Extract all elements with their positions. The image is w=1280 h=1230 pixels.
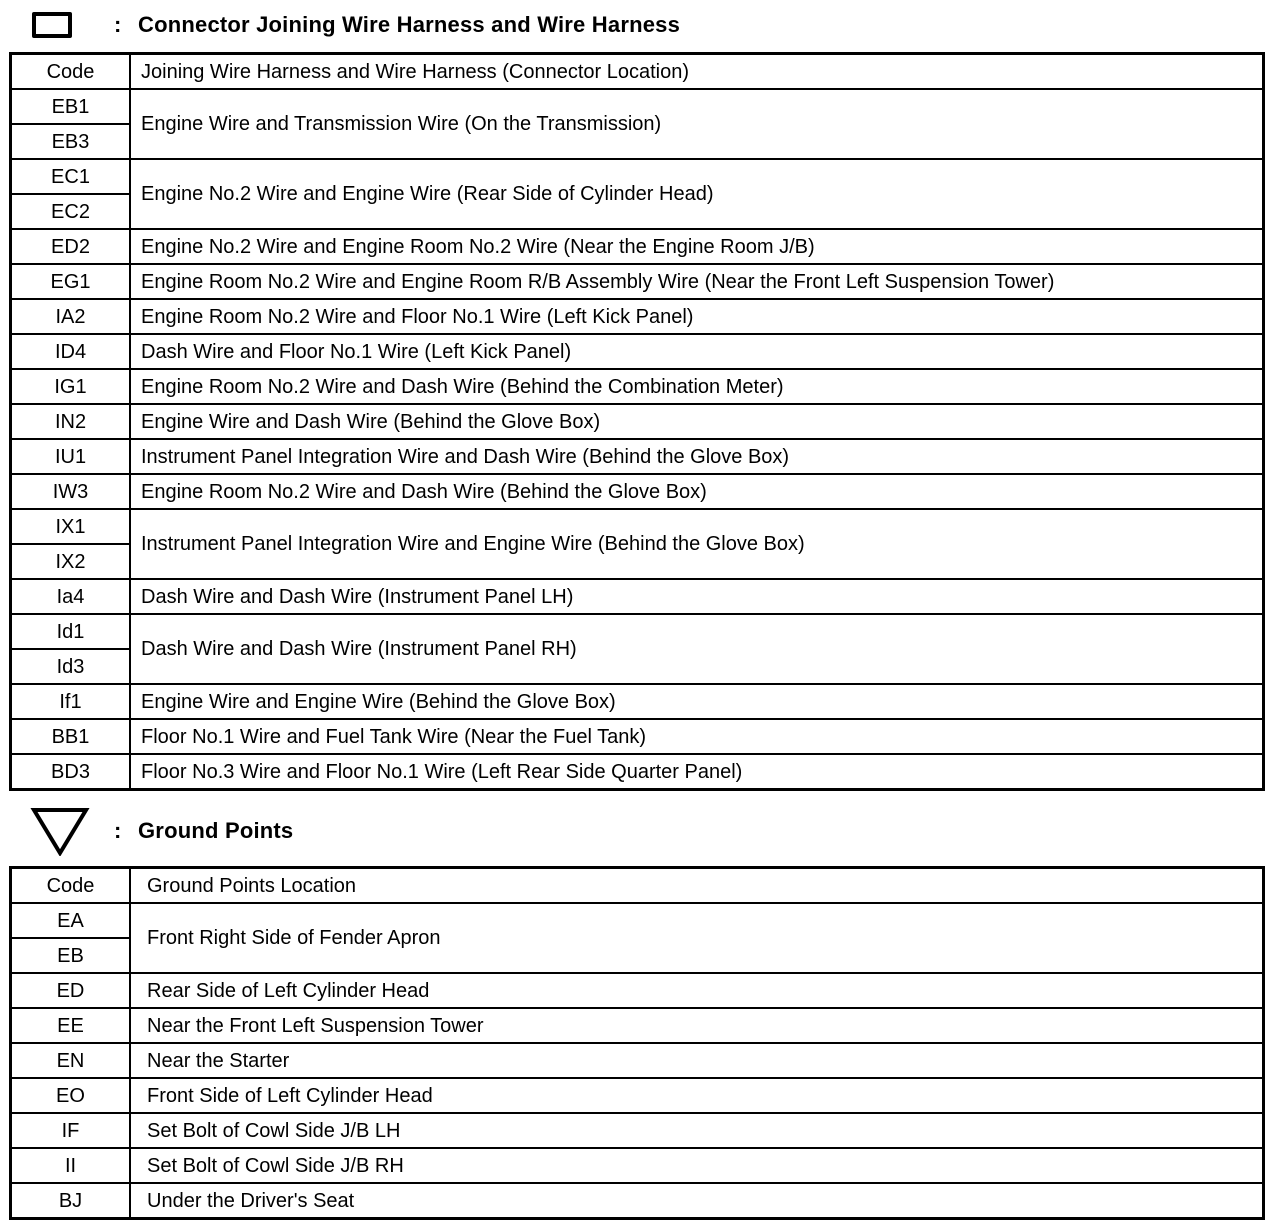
description-cell: Dash Wire and Dash Wire (Instrument Panel RH) [130,614,1264,684]
code-cell: EB1 [11,89,131,124]
connector-table [9,52,1265,791]
table-row [11,1078,1264,1113]
description-cell: Engine Wire and Transmission Wire (On the Transmission) [130,89,1264,159]
description-cell: Engine Wire and Dash Wire (Behind the Glove Box) [130,404,1264,439]
connector-heading-colon: : [114,12,122,37]
description-cell: Front Side of Left Cylinder Head [130,1078,1264,1113]
description-cell: Near the Front Left Suspension Tower [130,1008,1264,1043]
table-row [11,614,1264,649]
table-row [11,579,1264,614]
table-row [11,299,1264,334]
header-description-cell: Ground Points Location [130,868,1264,904]
header-code-cell: Code [11,54,131,90]
description-cell: Set Bolt of Cowl Side J/B RH [130,1148,1264,1183]
code-cell: II [11,1148,131,1183]
table-row [11,754,1264,790]
description-cell: Engine Room No.2 Wire and Dash Wire (Behind the Glove Box) [130,474,1264,509]
description-cell: Near the Starter [130,1043,1264,1078]
code-cell: IX1 [11,509,131,544]
table-row [11,684,1264,719]
table-row [11,89,1264,124]
ground-section-title: Ground Points [138,818,294,843]
table-row [11,159,1264,194]
table-header-row [11,868,1264,904]
code-cell: IU1 [11,439,131,474]
code-cell: IF [11,1113,131,1148]
code-cell: ED2 [11,229,131,264]
code-cell: IN2 [11,404,131,439]
connector-section-heading [0,0,1280,50]
ground-table-body [11,868,1264,1219]
table-row [11,903,1264,938]
description-cell: Floor No.1 Wire and Fuel Tank Wire (Near the Fuel Tank) [130,719,1264,754]
code-cell: EC1 [11,159,131,194]
ground-table [9,866,1265,1220]
table-row [11,1183,1264,1219]
connector-section-title: Connector Joining Wire Harness and Wire Harness [138,12,681,37]
table-header-row [11,54,1264,90]
table-row [11,369,1264,404]
description-cell: Dash Wire and Dash Wire (Instrument Panel LH) [130,579,1264,614]
description-cell: Engine No.2 Wire and Engine Room No.2 Wire (Near the Engine Room J/B) [130,229,1264,264]
table-row [11,404,1264,439]
description-cell: Engine Wire and Engine Wire (Behind the Glove Box) [130,684,1264,719]
code-cell: ID4 [11,334,131,369]
code-cell: IX2 [11,544,131,579]
table-row [11,719,1264,754]
table-row [11,1043,1264,1078]
code-cell: EB3 [11,124,131,159]
description-cell: Under the Driver's Seat [130,1183,1264,1219]
code-cell: ED [11,973,131,1008]
code-cell: Id3 [11,649,131,684]
table-row [11,474,1264,509]
code-cell: EC2 [11,194,131,229]
description-cell: Dash Wire and Floor No.1 Wire (Left Kick Panel) [130,334,1264,369]
code-cell: EB [11,938,131,973]
code-cell: If1 [11,684,131,719]
description-cell: Front Right Side of Fender Apron [130,903,1264,973]
description-cell: Instrument Panel Integration Wire and Engine Wire (Behind the Glove Box) [130,509,1264,579]
code-cell: IW3 [11,474,131,509]
ground-section-heading [0,806,1280,856]
code-cell: IA2 [11,299,131,334]
description-cell: Floor No.3 Wire and Floor No.1 Wire (Left Rear Side Quarter Panel) [130,754,1264,790]
table-row [11,439,1264,474]
header-description-cell: Joining Wire Harness and Wire Harness (Connector Location) [130,54,1264,90]
table-row [11,264,1264,299]
code-cell: EA [11,903,131,938]
description-cell: Engine Room No.2 Wire and Floor No.1 Wire (Left Kick Panel) [130,299,1264,334]
header-code-cell: Code [11,868,131,904]
description-cell: Engine Room No.2 Wire and Engine Room R/B Assembly Wire (Near the Front Left Suspension Tower) [130,264,1264,299]
table-row [11,1113,1264,1148]
table-row [11,973,1264,1008]
code-cell: IG1 [11,369,131,404]
down-triangle-icon [30,806,90,856]
table-row [11,334,1264,369]
code-cell: EE [11,1008,131,1043]
code-cell: BJ [11,1183,131,1219]
code-cell: BD3 [11,754,131,790]
code-cell: EG1 [11,264,131,299]
description-cell: Engine No.2 Wire and Engine Wire (Rear Side of Cylinder Head) [130,159,1264,229]
ground-heading-colon: : [114,818,122,843]
code-cell: EN [11,1043,131,1078]
description-cell: Set Bolt of Cowl Side J/B LH [130,1113,1264,1148]
code-cell: EO [11,1078,131,1113]
description-cell: Engine Room No.2 Wire and Dash Wire (Behind the Combination Meter) [130,369,1264,404]
table-row [11,1148,1264,1183]
code-cell: Ia4 [11,579,131,614]
square-box-icon [32,12,72,38]
connector-table-body [11,54,1264,790]
table-row [11,1008,1264,1043]
code-cell: BB1 [11,719,131,754]
description-cell: Rear Side of Left Cylinder Head [130,973,1264,1008]
table-row [11,229,1264,264]
description-cell: Instrument Panel Integration Wire and Dash Wire (Behind the Glove Box) [130,439,1264,474]
table-row [11,509,1264,544]
code-cell: Id1 [11,614,131,649]
